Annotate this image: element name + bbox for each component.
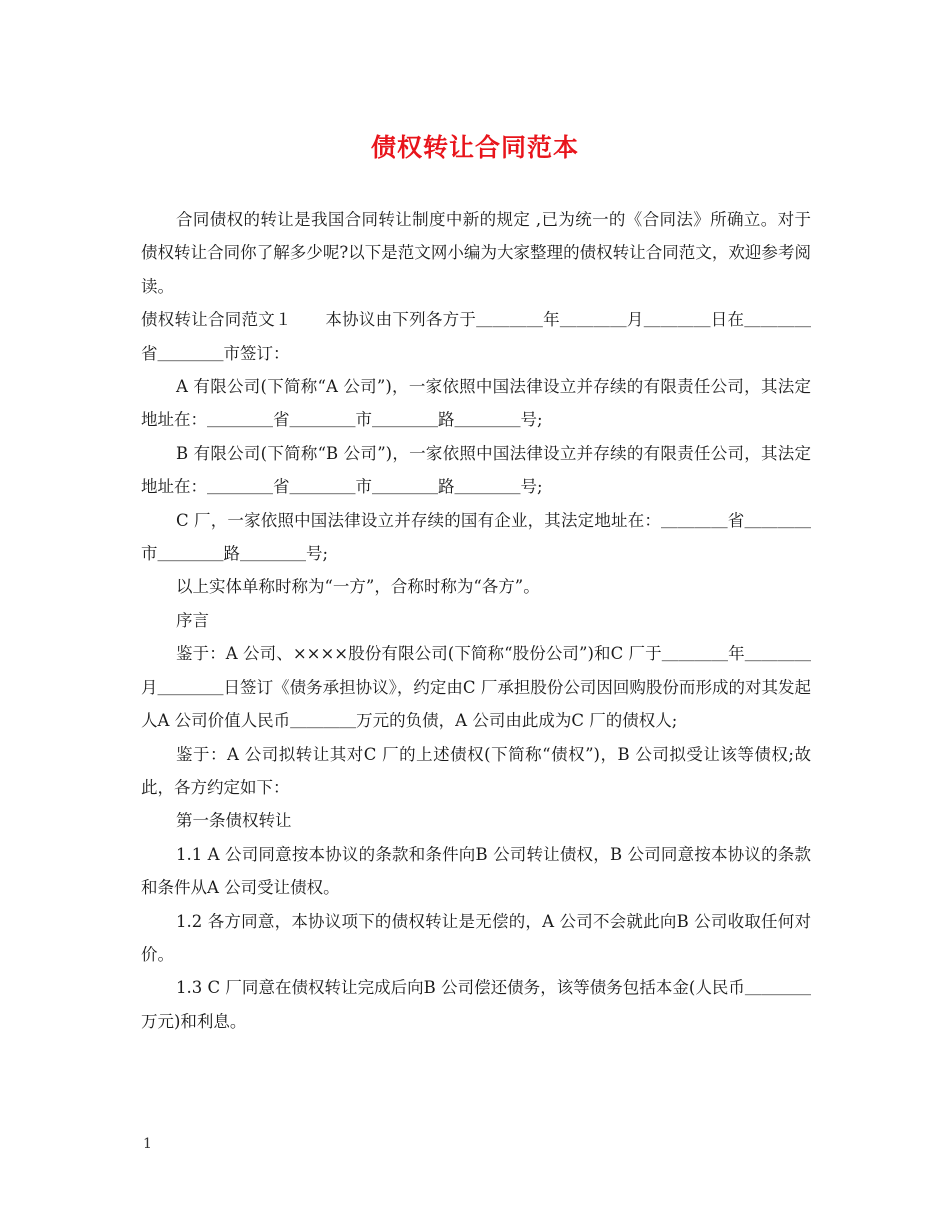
contract-opening-paragraph: 债权转让合同范文１ 本协议由下列各方于＿＿＿＿年＿＿＿＿月＿＿＿＿日在＿＿＿＿省＿＿＿＿市签订： <box>141 310 811 363</box>
page-number: 1 <box>143 1136 152 1152</box>
document-body <box>141 203 811 1038</box>
article-1-heading: 第一条债权转让 <box>176 811 292 831</box>
party-a-paragraph: A 有限公司(下简称“A 公司”)，一家依照中国法律设立并存续的有限责任公司，其法定地址在：＿＿＿＿省＿＿＿＿市＿＿＿＿路＿＿＿＿号; <box>141 377 811 430</box>
clause-1-2: 1.2 各方同意，本协议项下的债权转让是无偿的，A 公司不会就此向B 公司收取任何对价。 <box>141 911 811 964</box>
intro-paragraph: 合同债权的转让是我国合同转让制度中新的规定 ,已为统一的《合同法》所确立。对于债权转让合同你了解多少呢?以下是范文网小编为大家整理的债权转让合同范文，欢迎参考阅读。 <box>141 210 811 296</box>
whereas-paragraph-2: 鉴于：A 公司拟转让其对C 厂的上述债权(下简称“债权”)，B 公司拟受让该等债权;故此，各方约定如下： <box>141 744 811 797</box>
whereas-paragraph-1: 鉴于：A 公司、××××股份有限公司(下简称“股份公司”)和C 厂于＿＿＿＿年＿＿＿＿月＿＿＿＿日签订《债务承担协议》，约定由C 厂承担股份公司因回购股份而形成的对其发起人A 公司价值人民币＿＿＿＿万元的负债，A 公司由此成为C 厂的债权人; <box>141 644 811 731</box>
preamble-heading: 序言 <box>176 610 209 630</box>
party-b-paragraph: B 有限公司(下简称“B 公司”)，一家依照中国法律设立并存续的有限责任公司，其法定地址在：＿＿＿＿省＿＿＿＿市＿＿＿＿路＿＿＿＿号; <box>141 443 811 497</box>
document-title: 债权转让合同范本 <box>370 133 579 162</box>
party-c-paragraph: C 厂，一家依照中国法律设立并存续的国有企业，其法定地址在：＿＿＿＿省＿＿＿＿市＿＿＿＿路＿＿＿＿号; <box>141 510 811 564</box>
party-naming-paragraph: 以上实体单称时称为“一方”，合称时称为“各方”。 <box>176 577 540 597</box>
clause-1-3: 1.3 C 厂同意在债权转让完成后向B 公司偿还债务，该等债务包括本金(人民币＿＿＿＿万元)和利息。 <box>141 978 811 1031</box>
clause-1-1: 1.1 A 公司同意按本协议的条款和条件向B 公司转让债权，B 公司同意按本协议的条款和条件从A 公司受让债权。 <box>141 844 811 898</box>
